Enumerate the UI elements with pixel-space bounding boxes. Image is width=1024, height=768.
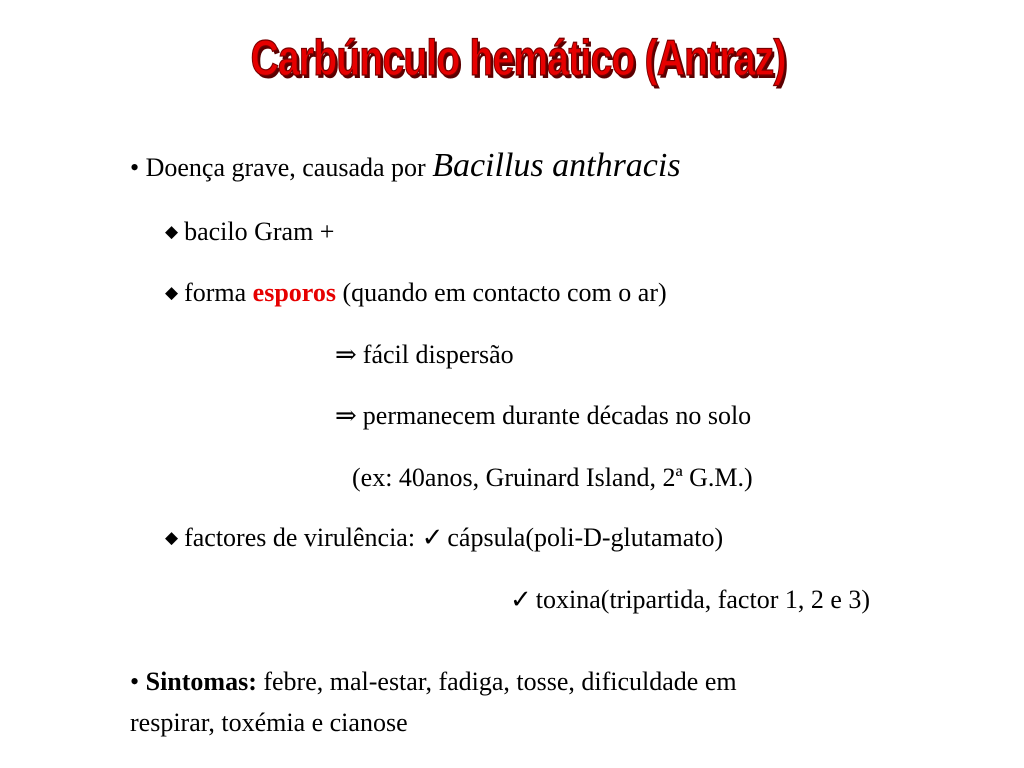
- diamond-bullet-icon: ◆: [165, 222, 179, 241]
- bullet-line-symptoms: [130, 666, 737, 698]
- round-bullet: •: [130, 667, 140, 696]
- example-note: [352, 462, 753, 494]
- toxin-text: toxina(tripartida, factor 1, 2 e 3): [535, 585, 871, 614]
- capsule-text: cápsula(poli-D-glutamato): [447, 523, 724, 552]
- slide-title: Carbúnculo hemático (Antraz): [250, 30, 786, 86]
- virulence-label: factores de virulência:: [184, 523, 416, 552]
- species-name: Bacillus anthracis: [432, 147, 681, 184]
- consequence-dispersion: [335, 339, 514, 371]
- checkmark-icon: ✓: [510, 585, 532, 614]
- implies-arrow-icon: ⇒: [335, 401, 357, 430]
- symptoms-text: febre, mal-estar, fadiga, tosse, dificuldade em: [263, 667, 737, 696]
- spores-highlight: esporos: [252, 278, 336, 307]
- sub-bullet-gram: [165, 216, 334, 248]
- spores-pre-text: forma: [184, 278, 247, 307]
- sub-bullet-virulence: [165, 522, 723, 554]
- diamond-bullet-icon: ◆: [165, 528, 179, 547]
- diamond-bullet-icon: ◆: [165, 283, 179, 302]
- sub-bullet-spores: [165, 277, 667, 309]
- symptoms-continuation: [130, 707, 408, 739]
- virulence-toxin: [510, 584, 870, 616]
- checkmark-icon: ✓: [421, 523, 444, 552]
- symptoms-continuation-text: respirar, toxémia e cianose: [130, 708, 408, 737]
- consequence-persistence: [335, 400, 751, 432]
- disease-text: Doença grave, causada por: [145, 153, 426, 182]
- bullet-line-disease: [130, 146, 681, 188]
- symptoms-label: Sintomas:: [145, 667, 257, 696]
- dispersion-text: fácil dispersão: [362, 340, 514, 369]
- implies-arrow-icon: ⇒: [335, 340, 357, 369]
- spores-post-text: (quando em contacto com o ar): [342, 278, 667, 307]
- gram-text: bacilo Gram +: [184, 217, 335, 246]
- round-bullet: •: [130, 153, 140, 182]
- persistence-text: permanecem durante décadas no solo: [362, 401, 752, 430]
- example-text: (ex: 40anos, Gruinard Island, 2ª G.M.): [352, 463, 753, 492]
